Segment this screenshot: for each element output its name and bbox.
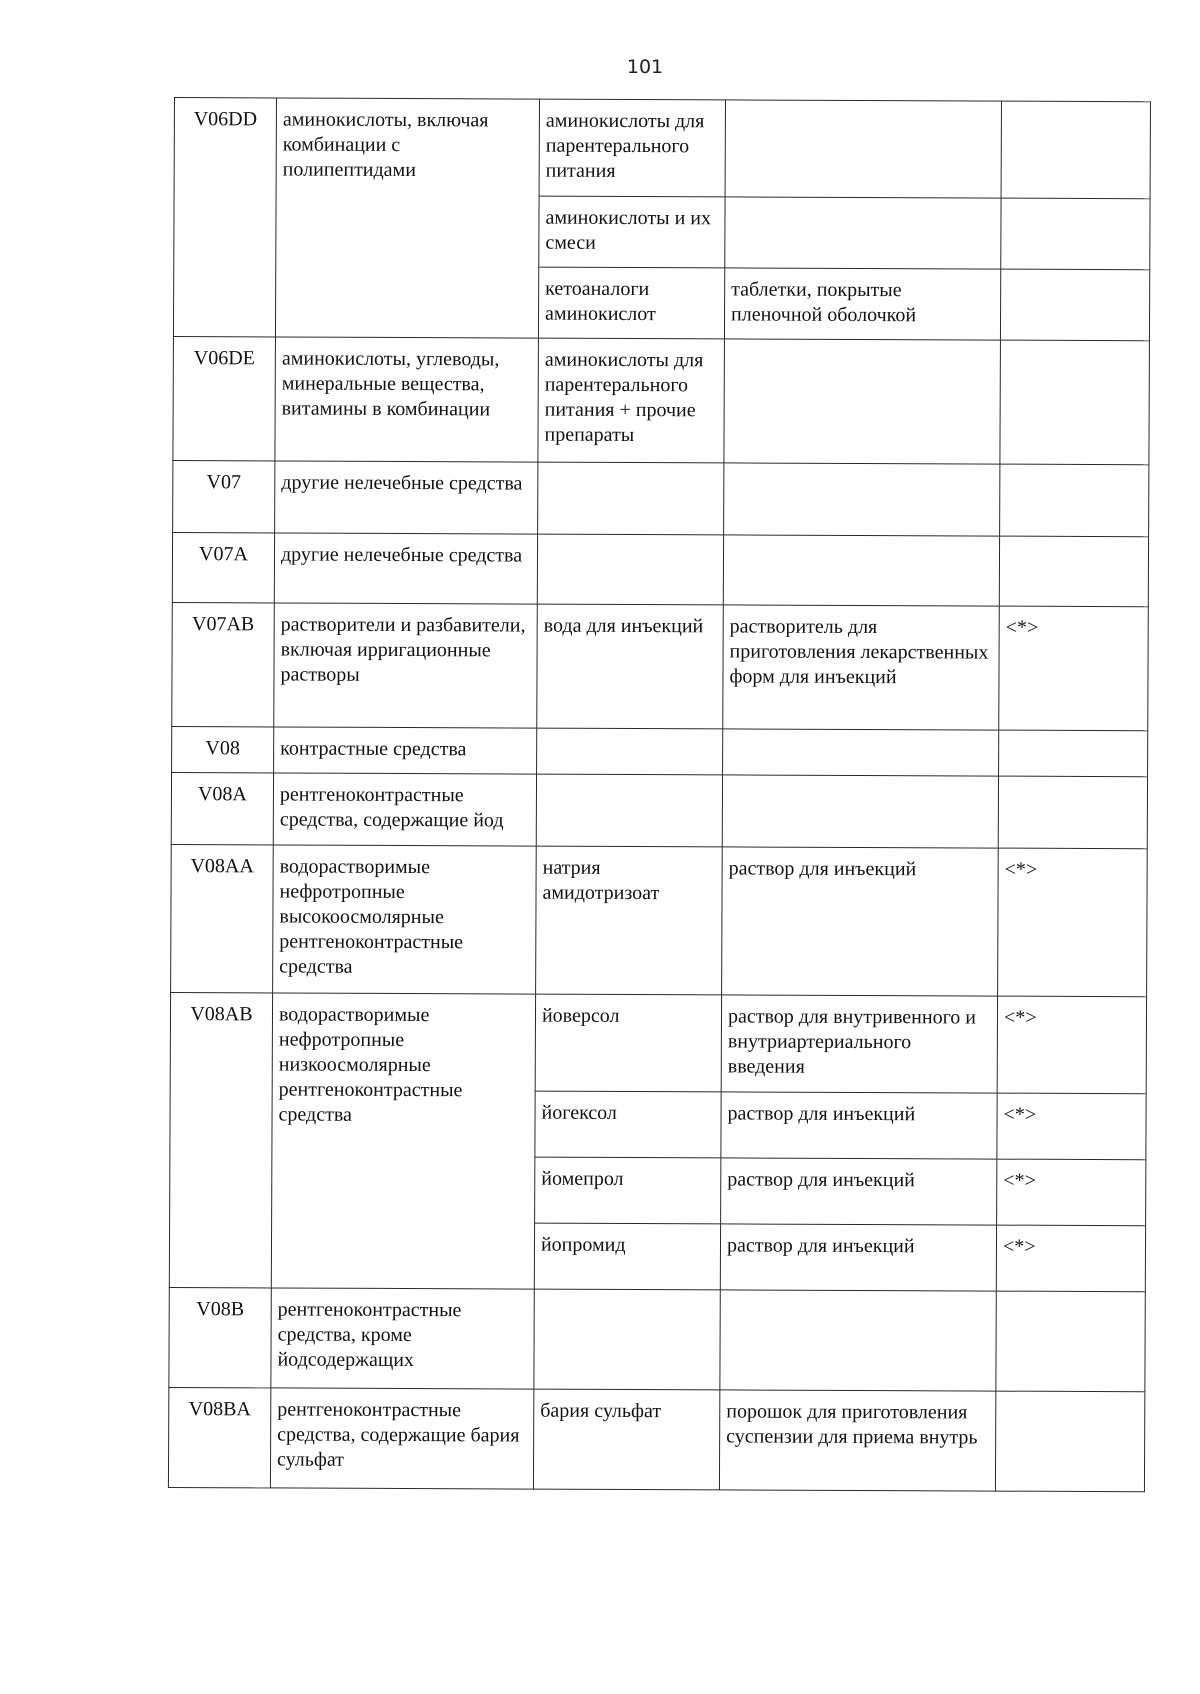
note-mark-cell <box>1001 101 1150 199</box>
group-name-cell: водорастворимые нефротропные низкоосмолярные рентгеноконтрастные средства <box>271 993 535 1289</box>
group-name-cell: рентгеноконтрастные средства, содержащие йод <box>273 773 536 846</box>
note-mark-cell: <*> <box>999 606 1149 731</box>
table-row <box>174 98 1150 199</box>
table-row <box>171 772 1147 848</box>
dosage-form-cell <box>725 197 1001 269</box>
drug-name-cell: аминокислоты для парентерального питания + прочие препараты <box>538 338 725 463</box>
table-row <box>168 1387 1144 1491</box>
drug-name-cell <box>537 534 723 605</box>
dosage-form-cell <box>725 100 1001 198</box>
note-mark-cell <box>1000 340 1150 465</box>
dosage-form-cell: таблетки, покрытые пленочной оболочкой <box>724 268 1000 340</box>
group-name-cell: другие нелечебные средства <box>275 461 538 534</box>
note-mark-cell: <*> <box>997 996 1146 1094</box>
page-number: 101 <box>626 56 664 78</box>
atc-code-cell: V07A <box>172 532 274 602</box>
note-mark-cell: <*> <box>998 848 1148 997</box>
dosage-form-cell <box>724 463 1000 536</box>
table-row <box>173 336 1150 464</box>
atc-code-cell: V08B <box>169 1287 271 1387</box>
atc-code-cell: V08 <box>172 726 274 772</box>
dosage-form-cell <box>720 1290 996 1391</box>
group-name-cell: другие нелечебные средства <box>274 533 537 604</box>
group-name-cell: аминокислоты, углеводы, минеральные вещества, витамины в комбинации <box>275 337 539 462</box>
group-name-cell: растворители и разбавители, включая ирригационные растворы <box>274 603 538 728</box>
drug-name-cell: йогексол <box>535 1091 721 1158</box>
drug-name-cell <box>534 1289 720 1390</box>
drug-name-cell <box>536 774 722 847</box>
dosage-form-cell <box>722 775 998 848</box>
dosage-form-cell <box>723 535 999 606</box>
note-mark-cell <box>1001 198 1150 270</box>
drug-name-cell: натрия амидотризоат <box>536 846 723 995</box>
table-row <box>173 460 1149 536</box>
dosage-form-cell: раствор для внутривенного и внутриартериального введения <box>721 995 997 1093</box>
table-row <box>170 992 1146 1093</box>
group-name-cell: рентгеноконтрастные средства, кроме йодсодержащих <box>271 1288 534 1389</box>
dosage-form-cell: раствор для инъекций <box>721 1092 997 1159</box>
drug-name-cell: кетоаналоги аминокислот <box>538 267 724 339</box>
note-mark-cell: <*> <box>997 1159 1146 1226</box>
dosage-form-cell: порошок для приготовления суспензии для приема внутрь <box>719 1390 995 1491</box>
note-mark-cell <box>1000 464 1149 537</box>
drug-name-cell: бария сульфат <box>533 1389 719 1490</box>
dosage-form-cell <box>724 339 1001 464</box>
dosage-form-cell: раствор для инъекций <box>722 847 999 996</box>
group-name-cell: водорастворимые нефротропные высокоосмолярные рентгеноконтрастные средства <box>273 845 537 994</box>
note-mark-cell: <*> <box>997 1093 1146 1160</box>
drug-name-cell: йомепрол <box>535 1157 721 1224</box>
drug-name-cell: йоверсол <box>535 994 721 1092</box>
drug-name-cell: аминокислоты и их смеси <box>539 196 725 268</box>
group-name-cell: аминокислоты, включая комбинации с полипептидами <box>275 98 539 338</box>
atc-code-cell: V08A <box>171 772 273 844</box>
table-row <box>172 602 1149 730</box>
drug-name-cell: йопромид <box>534 1223 720 1290</box>
note-mark-cell <box>999 730 1148 777</box>
table-row <box>171 844 1148 996</box>
drug-name-cell: аминокислоты для парентерального питания <box>539 99 725 197</box>
dosage-form-cell: раствор для инъекций <box>721 1158 997 1225</box>
dosage-form-cell: растворитель для приготовления лекарственных форм для инъекций <box>723 605 1000 730</box>
note-mark-cell <box>995 1391 1144 1492</box>
atc-code-cell: V06DE <box>173 336 276 460</box>
atc-code-cell: V08AB <box>169 992 272 1287</box>
drug-name-cell: вода для инъекций <box>537 604 724 729</box>
note-mark-cell <box>1000 269 1149 341</box>
atc-code-cell: V08BA <box>168 1387 270 1487</box>
note-mark-cell: <*> <box>996 1225 1145 1292</box>
dosage-form-cell: раствор для инъекций <box>720 1224 996 1291</box>
table-row <box>169 1287 1145 1391</box>
drug-name-cell <box>538 462 724 535</box>
note-mark-cell <box>998 776 1147 849</box>
atc-code-cell: V07 <box>173 460 275 532</box>
table-row <box>172 532 1148 606</box>
dosage-form-cell <box>723 729 999 776</box>
note-mark-cell <box>999 536 1148 607</box>
note-mark-cell <box>996 1291 1145 1392</box>
group-name-cell: контрастные средства <box>274 727 537 774</box>
atc-code-cell: V07AB <box>172 602 275 726</box>
drug-table <box>168 97 1151 1492</box>
group-name-cell: рентгеноконтрастные средства, содержащие бария сульфат <box>270 1388 533 1489</box>
atc-code-cell: V06DD <box>173 98 276 337</box>
drug-name-cell <box>537 728 723 775</box>
table-body <box>168 98 1150 1492</box>
atc-code-cell: V08AA <box>171 844 274 992</box>
table-row <box>172 726 1148 776</box>
